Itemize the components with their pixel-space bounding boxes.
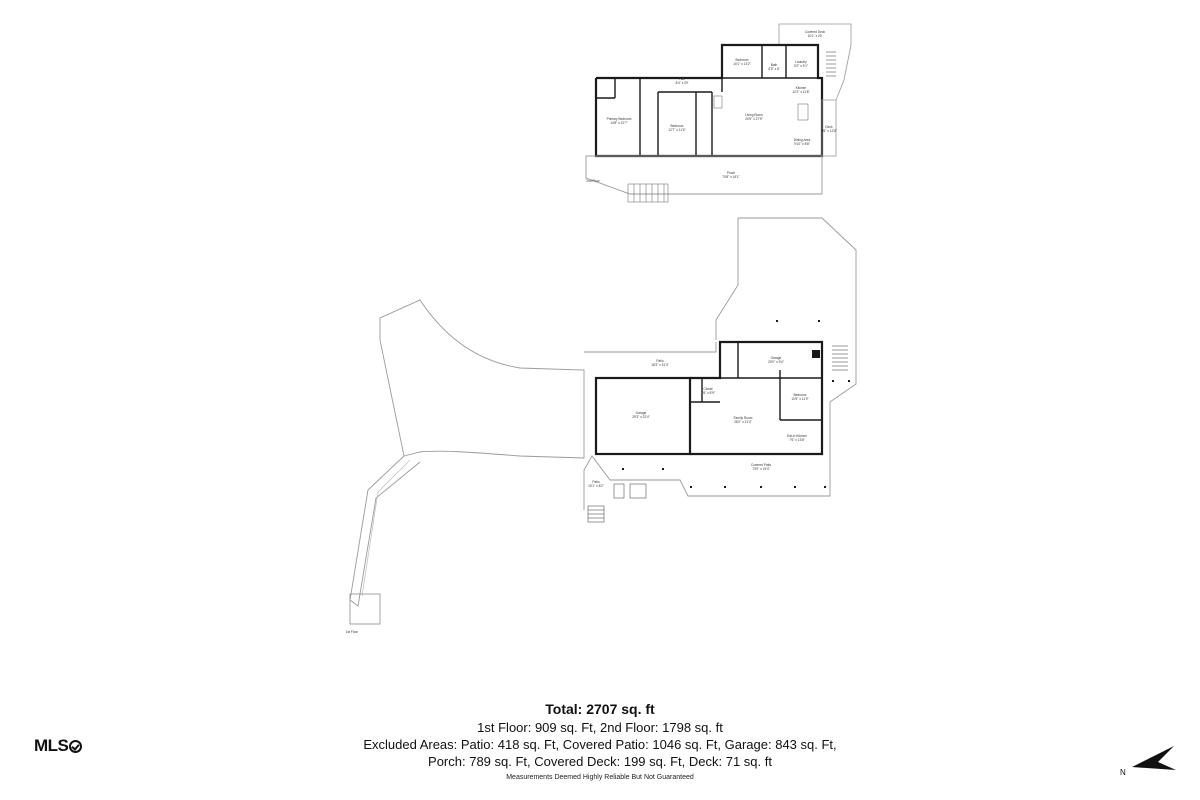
area-summary [300, 700, 900, 781]
label-upper-2: Bath [770, 63, 778, 67]
label-upper-9: Dining Area [793, 138, 811, 142]
label-lower-3: Garage [635, 411, 647, 415]
dims-upper-4: 12'2" x 11'8" [792, 90, 810, 94]
label-upper-6: Primary Bedroom [606, 117, 632, 121]
floor-areas: 1st Floor: 909 sq. Ft, 2nd Floor: 1798 sq. ft [477, 720, 723, 735]
total-area: Total: 2707 sq. ft [545, 701, 655, 717]
label-lower-8: Patio [592, 480, 600, 484]
dims-lower-4: 28'2" x 21'4" [734, 420, 752, 424]
dims-upper-10: 4'6" x 12'6" [821, 129, 837, 133]
dims-lower-3: 29'3" x 22'4" [632, 415, 650, 419]
check-icon [69, 740, 82, 753]
floor-label-upper: 2nd Floor [586, 179, 600, 183]
label-upper-11: Porch [726, 171, 736, 175]
floor-label-lower: 1st Floor [345, 630, 359, 634]
dims-lower-6: 7'6" x 13'8" [789, 438, 805, 442]
label-lower-1: Garage [770, 356, 782, 360]
dims-upper-7: 12'7" x 11'6" [668, 128, 686, 132]
dims-upper-0: 10'1" x 20' [807, 34, 823, 38]
label-upper-5: Hall [679, 77, 685, 81]
label-upper-8: Living Room [745, 113, 763, 117]
dims-upper-3: 9'2" x 9'1" [794, 64, 808, 68]
excluded-areas-line-2: Porch: 789 sq. Ft, Covered Deck: 199 sq. Ft, Deck: 71 sq. ft [428, 754, 772, 769]
dims-lower-1: 20'0" x 9'4" [768, 360, 784, 364]
lower-floor-plan [346, 218, 856, 634]
mls-logo [34, 736, 82, 756]
label-upper-0: Covered Deck [804, 30, 826, 34]
dims-lower-0: 18'3" x 31'4" [651, 363, 669, 367]
upper-floor-plan [586, 24, 851, 202]
label-lower-7: Covered Patio [750, 463, 772, 467]
dims-lower-8: 10'1" x 8'2" [588, 484, 604, 488]
dims-upper-11: 70'8" x 16'1" [722, 175, 740, 179]
dims-upper-8: 20'5" x 27'9" [745, 117, 763, 121]
dims-lower-7: 73'0" x 15'4" [752, 467, 770, 471]
label-upper-10: Deck [825, 125, 833, 129]
label-lower-4: Family Room [733, 416, 753, 420]
dims-lower-2: 7'6" x 6'9" [701, 391, 715, 395]
label-lower-0: Patio [656, 359, 664, 363]
dims-lower-5: 10'5" x 11'9" [791, 397, 809, 401]
dims-upper-1: 10'1" x 13'2" [733, 62, 751, 66]
label-lower-5: Bedroom [793, 393, 807, 397]
label-lower-6: Eat-in Kitchen [787, 434, 807, 438]
dims-upper-6: 14'8" x 22'7" [610, 121, 628, 125]
label-upper-7: Bedroom [670, 124, 684, 128]
excluded-areas-line-1: Excluded Areas: Patio: 418 sq. Ft, Covered Patio: 1046 sq. Ft, Garage: 843 sq. Ft, [363, 737, 837, 752]
label-upper-4: Kitchen [795, 86, 807, 90]
dims-upper-9: 9'10" x 8'8" [794, 142, 810, 146]
label-upper-3: Laundry [795, 60, 807, 64]
dims-upper-5: 8'4" x 29' [675, 81, 689, 85]
label-upper-1: Bedroom [735, 58, 749, 62]
north-arrow-icon [1118, 740, 1178, 780]
north-label: N [1120, 768, 1126, 777]
disclaimer: Measurements Deemed Highly Reliable But Not Guaranteed [506, 774, 694, 781]
logo-text: MLS [34, 736, 69, 755]
label-lower-2: Closet [703, 387, 713, 391]
dims-upper-2: 6'5" x 8' [768, 67, 780, 71]
